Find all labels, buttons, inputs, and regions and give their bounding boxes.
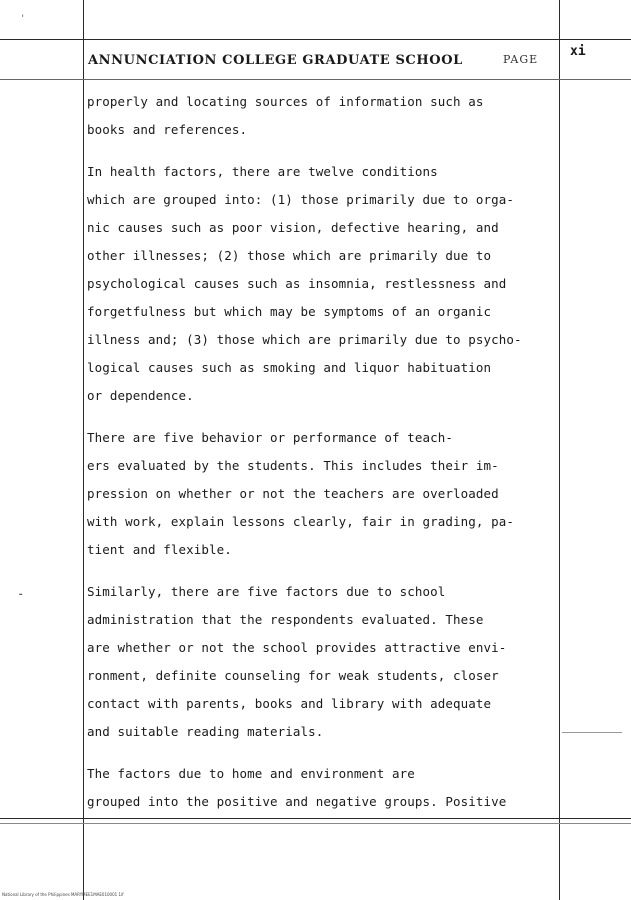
text-line: forgetfulness but which may be symptoms of an organic: [87, 304, 492, 319]
scan-mark: -: [18, 590, 24, 600]
text-line: logical causes such as smoking and liquor habituation: [87, 360, 492, 375]
text-line: In health factors, there are twelve conditions: [87, 164, 438, 179]
text-line: and suitable reading materials.: [87, 724, 324, 739]
text-line: tient and flexible.: [87, 542, 232, 557]
text-line: books and references.: [87, 122, 248, 137]
text-line: with work, explain lessons clearly, fair in grading, pa-: [87, 514, 515, 529]
text-line: administration that the respondents evaluated. These: [87, 612, 484, 627]
text-line: or dependence.: [87, 388, 194, 403]
text-line: grouped into the positive and negative groups. Positive: [87, 794, 507, 809]
bottom-rule: [0, 818, 631, 819]
top-rule: [0, 39, 631, 40]
right-margin-rule: [559, 0, 560, 900]
text-line: nic causes such as poor vision, defective hearing, and: [87, 220, 499, 235]
right-margin-tick: [562, 732, 622, 733]
bottom-rule-2: [0, 823, 631, 824]
scan-mark: ': [20, 14, 26, 24]
text-line: are whether or not the school provides attractive envi-: [87, 640, 507, 655]
page-label: PAGE: [503, 53, 539, 66]
text-line: ers evaluated by the students. This includes their im-: [87, 458, 499, 473]
scan-footer: National Library of the Philippines MARYMEE1MAE010001 1if: [2, 892, 124, 897]
header-rule: [0, 79, 631, 80]
school-name: ANNUNCIATION COLLEGE GRADUATE SCHOOL: [88, 53, 463, 68]
text-line: other illnesses; (2) those which are primarily due to: [87, 248, 492, 263]
text-line: pression on whether or not the teachers are overloaded: [87, 486, 499, 501]
text-line: Similarly, there are five factors due to school: [87, 584, 446, 599]
text-line: which are grouped into: (1) those primarily due to orga-: [87, 192, 515, 207]
text-line: psychological causes such as insomnia, restlessness and: [87, 276, 507, 291]
text-line: ronment, definite counseling for weak students, closer: [87, 668, 499, 683]
text-line: The factors due to home and environment are: [87, 766, 415, 781]
text-line: There are five behavior or performance of teach-: [87, 430, 454, 445]
page-header: [88, 53, 558, 71]
text-line: properly and locating sources of information such as: [87, 94, 484, 109]
left-margin-rule: [83, 0, 84, 900]
text-line: illness and; (3) those which are primarily due to psycho-: [87, 332, 522, 347]
text-line: contact with parents, books and library with adequate: [87, 696, 492, 711]
page-number: xi: [570, 44, 586, 59]
